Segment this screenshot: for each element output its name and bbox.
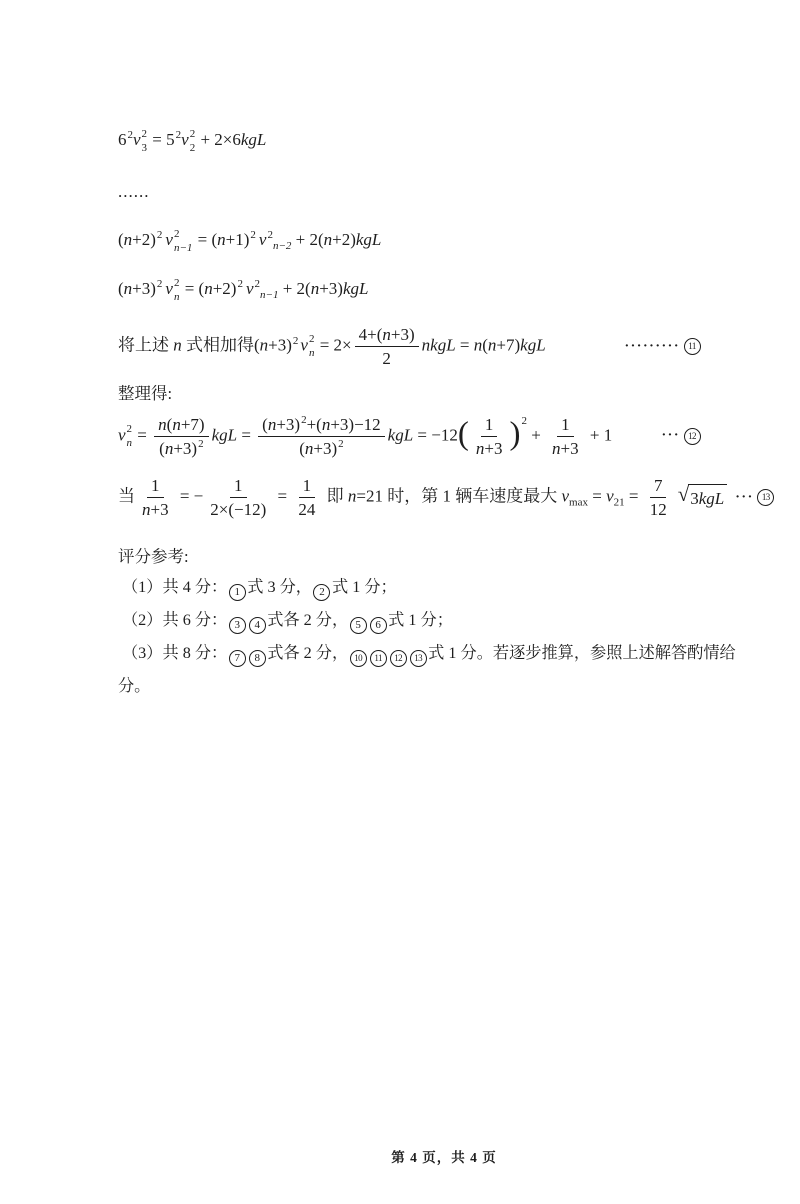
denominator xyxy=(378,347,395,369)
text-run: +3) xyxy=(132,279,156,299)
math-variable: v xyxy=(118,425,126,445)
big-paren: ( xyxy=(457,416,469,453)
subscript: 3 xyxy=(141,141,148,154)
numerator xyxy=(154,414,208,437)
subscript: n xyxy=(308,347,315,360)
math-variable: kgL xyxy=(342,279,369,299)
numerator xyxy=(355,324,419,347)
line-score-1 xyxy=(118,576,702,601)
math-variable: n xyxy=(475,438,485,458)
numerator xyxy=(230,475,247,498)
text-run: + 2( xyxy=(291,230,324,250)
text-run: 1 xyxy=(234,476,243,496)
math-variable: n xyxy=(173,335,182,355)
text-run: = xyxy=(273,486,292,506)
leader-dots: ··· xyxy=(661,428,680,444)
math-variable: n xyxy=(204,279,213,299)
text-run: + 2×6 xyxy=(196,130,241,149)
text-run: = xyxy=(624,486,643,506)
math-variable: v xyxy=(606,486,614,506)
subscript: n−2 xyxy=(272,240,292,253)
superscript: 2 xyxy=(141,127,148,140)
math-variable: v xyxy=(181,130,189,149)
circled-number: 8 xyxy=(249,650,266,667)
line-content xyxy=(118,324,546,370)
text-run: +3 xyxy=(484,438,503,458)
math-variable: kgL xyxy=(240,130,267,149)
text-run: +3 xyxy=(150,500,169,520)
text-run: = xyxy=(455,335,474,355)
denominator xyxy=(548,437,583,459)
text-run: +3) xyxy=(319,279,343,299)
circled-number: 1 xyxy=(229,584,246,601)
superscript: 2 xyxy=(127,129,133,141)
math-variable: n xyxy=(347,486,357,506)
fraction xyxy=(138,475,173,521)
line-content xyxy=(118,180,150,205)
text-run: +3) xyxy=(390,325,415,345)
fraction xyxy=(154,414,208,460)
text-run: = xyxy=(133,425,152,445)
leader-dots: ··· xyxy=(735,489,754,505)
math-variable: n xyxy=(158,414,167,434)
text-run: 式 1 分； xyxy=(331,578,397,597)
math-variable: n xyxy=(310,279,320,299)
math-variable: n xyxy=(123,279,133,299)
text-run: ( xyxy=(159,438,165,458)
math-variable: n xyxy=(321,414,331,434)
math-variable: kgL xyxy=(211,425,238,445)
math-variable: v xyxy=(561,486,570,506)
line-content xyxy=(122,609,453,634)
superscript: 2 xyxy=(267,229,273,242)
superscript: 2 xyxy=(292,334,299,347)
numerator xyxy=(650,475,667,498)
text-run: = ( xyxy=(180,279,205,299)
math-variable: n xyxy=(304,438,314,458)
text-run: + 1 xyxy=(585,425,613,445)
fraction xyxy=(472,414,507,460)
text-run: 即 xyxy=(322,486,348,506)
circled-number: 12 xyxy=(390,650,407,667)
math-variable: v xyxy=(300,335,308,355)
superscript: 2 xyxy=(198,437,204,450)
big-paren: ) xyxy=(509,416,521,453)
text-run: +( xyxy=(306,414,322,434)
math-variable: n xyxy=(172,414,181,434)
circled-number: 11 xyxy=(370,650,387,667)
denominator xyxy=(294,498,319,520)
fraction xyxy=(206,475,270,521)
text-run: = xyxy=(587,486,607,506)
subscript: max xyxy=(569,496,588,509)
line-eq-n2 xyxy=(118,228,702,255)
text-run: ( xyxy=(482,335,488,355)
circled-number: 3 xyxy=(229,617,246,634)
text-run: = − xyxy=(175,486,204,506)
subscript: 2 xyxy=(189,141,196,154)
text-run: + xyxy=(526,425,546,445)
fraction xyxy=(646,475,671,521)
text-run: 式 1 分； xyxy=(388,611,453,630)
text-run: 式相加得( xyxy=(181,335,260,355)
circled-number: 4 xyxy=(249,617,266,634)
text-run: +2) xyxy=(132,230,156,250)
math-variable: kgL xyxy=(355,230,382,250)
line-score-3-cont xyxy=(118,675,702,698)
math-variable: n xyxy=(323,230,333,250)
sup-sub-stack xyxy=(127,424,133,449)
answer-solution-block xyxy=(118,127,770,699)
text-run: +7) xyxy=(180,414,205,434)
superscript: 2 xyxy=(250,229,256,242)
circled-number: 11 xyxy=(684,338,701,355)
text-run: 7 xyxy=(653,476,663,496)
text-run: +3) xyxy=(268,335,292,355)
text-run: 24 xyxy=(298,500,316,520)
math-variable: n xyxy=(142,500,151,520)
line-content xyxy=(118,414,612,460)
superscript: 2 xyxy=(237,278,243,291)
line-eq-sum xyxy=(118,324,702,370)
circled-number: 10 xyxy=(350,650,367,667)
numerator xyxy=(147,475,164,498)
sup-sub-stack xyxy=(174,229,192,254)
square-root xyxy=(677,481,728,512)
text-run: （2）共 6 分： xyxy=(122,611,228,630)
radical-sign: √ xyxy=(677,481,690,506)
circled-number: 13 xyxy=(757,489,774,506)
subscript: n−1 xyxy=(173,241,193,254)
line-content xyxy=(118,128,266,154)
math-variable: n xyxy=(259,335,269,355)
superscript: 2 xyxy=(175,129,182,141)
text-run: ( xyxy=(262,414,268,434)
denominator xyxy=(206,498,270,520)
dotted-leader xyxy=(653,426,702,446)
text-run: = 2× xyxy=(315,335,352,355)
text-run: ( xyxy=(118,230,124,250)
fraction xyxy=(355,324,419,370)
superscript: 2 xyxy=(308,333,315,346)
text-run: 3 xyxy=(690,488,699,508)
text-run: 2×(−12) xyxy=(210,500,267,520)
math-variable: nkgL xyxy=(421,335,456,355)
math-variable: n xyxy=(123,230,133,250)
text-run: +3) xyxy=(173,438,198,458)
math-variable: kgL xyxy=(698,488,725,508)
denominator xyxy=(646,498,671,520)
text-run: 4+( xyxy=(358,325,383,345)
math-variable: v xyxy=(133,130,141,149)
line-content xyxy=(118,382,172,406)
text-run: +3)−12 xyxy=(330,414,381,434)
line-content xyxy=(118,545,189,569)
superscript: 2 xyxy=(126,422,133,435)
text-run: = xyxy=(237,425,256,445)
superscript: 2 xyxy=(173,227,180,240)
subscript: 21 xyxy=(613,496,625,509)
superscript: 2 xyxy=(254,278,261,291)
denominator xyxy=(472,437,507,459)
text-run: 式各 2 分， xyxy=(267,611,349,630)
dotted-leader xyxy=(727,488,776,508)
text-run: 当 xyxy=(118,486,135,506)
subscript: n−1 xyxy=(260,289,279,302)
text-run: +2) xyxy=(332,230,356,250)
superscript: 2 xyxy=(338,437,344,450)
text-run: 评分参考: xyxy=(118,546,189,566)
numerator xyxy=(557,414,574,437)
dotted-leader xyxy=(616,337,702,357)
text-run: +3) xyxy=(276,414,301,434)
text-run: +1) xyxy=(225,230,250,250)
text-run: ( xyxy=(166,414,173,434)
text-run: + 2( xyxy=(278,279,311,299)
line-score-3 xyxy=(118,642,736,667)
superscript: 2 xyxy=(156,229,163,242)
text-run: 1 xyxy=(151,476,160,496)
line-eq-max xyxy=(118,475,770,521)
math-variable: n xyxy=(217,230,226,250)
sup-sub-stack xyxy=(190,129,196,154)
leader-dots: ········· xyxy=(624,338,680,354)
superscript: 2 xyxy=(173,276,180,289)
text-run: ( xyxy=(299,438,305,458)
text-run: ( xyxy=(118,279,124,299)
sup-sub-stack xyxy=(174,278,180,303)
text-run: 1 xyxy=(561,414,570,434)
text-run: 6 xyxy=(118,130,127,149)
text-run: +3 xyxy=(560,438,579,458)
text-run: （1）共 4 分： xyxy=(122,578,228,597)
text-run: 1 xyxy=(484,414,494,434)
math-variable: kgL xyxy=(520,335,546,355)
numerator xyxy=(258,414,385,437)
math-variable: v xyxy=(258,230,267,250)
line-content xyxy=(118,277,368,304)
text-run: 2 xyxy=(382,349,391,369)
circled-number: 12 xyxy=(684,428,701,445)
text-run: 分。 xyxy=(118,677,151,696)
text-run: 式 3 分， xyxy=(247,578,312,597)
sup-sub-stack xyxy=(142,129,148,154)
line-content xyxy=(118,675,150,698)
page-footer: 第 4 页，共 4 页 xyxy=(391,1150,497,1165)
line-score-2 xyxy=(118,609,702,634)
denominator xyxy=(155,437,207,459)
circled-number: 6 xyxy=(370,617,387,634)
fraction xyxy=(294,475,319,521)
line-scoring-title xyxy=(118,545,702,569)
superscript: 2 xyxy=(189,127,196,140)
line-eq-n3 xyxy=(118,277,702,304)
denominator xyxy=(138,498,173,520)
fraction xyxy=(548,414,583,460)
text-run: = ( xyxy=(193,230,218,250)
text-run: =21 时，第 1 辆车速度最大 xyxy=(356,486,562,506)
superscript: 2 xyxy=(301,413,307,426)
circled-number: 5 xyxy=(350,617,367,634)
sup-sub-stack xyxy=(309,334,315,359)
math-variable: n xyxy=(164,438,174,458)
text-run: +3) xyxy=(313,438,338,458)
line-content xyxy=(122,576,397,601)
text-run: +2) xyxy=(212,279,237,299)
text-run: ...... xyxy=(118,181,150,201)
text-run: 式各 2 分， xyxy=(267,644,349,663)
circled-number: 2 xyxy=(313,584,330,601)
math-variable: n xyxy=(382,325,391,345)
text-run: = 5 xyxy=(148,130,175,149)
circled-number: 7 xyxy=(229,650,246,667)
text-run: 1 xyxy=(302,476,312,496)
radicand xyxy=(688,484,727,512)
text-run: +7) xyxy=(496,335,521,355)
math-variable: n xyxy=(267,414,277,434)
circled-number: 13 xyxy=(410,650,427,667)
fraction xyxy=(258,414,385,460)
math-variable: v xyxy=(245,279,254,299)
text-run: 式 1 分。若逐步推算，参照上述解答酌情给 xyxy=(428,644,736,663)
line-content xyxy=(118,475,727,521)
math-variable: n xyxy=(552,438,561,458)
numerator xyxy=(299,475,316,498)
denominator xyxy=(295,437,347,459)
line-eq-v3 xyxy=(118,128,702,154)
line-simplify-label xyxy=(118,382,702,406)
superscript: 2 xyxy=(521,415,527,428)
numerator xyxy=(481,414,498,437)
math-variable: n xyxy=(473,335,483,355)
line-eq-vn xyxy=(118,414,702,460)
text-run: 将上述 xyxy=(118,335,174,355)
math-variable: v xyxy=(165,279,173,299)
subscript: n xyxy=(126,436,133,449)
text-run: 整理得: xyxy=(118,383,173,403)
text-run: 12 xyxy=(649,500,667,520)
superscript: 2 xyxy=(156,278,163,291)
line-content xyxy=(122,642,736,667)
text-run: = −12 xyxy=(413,425,458,445)
text-run: （3）共 8 分： xyxy=(122,644,228,663)
line-content xyxy=(118,228,381,255)
line-ellipsis xyxy=(118,180,702,205)
math-variable: kgL xyxy=(387,425,414,445)
math-variable: n xyxy=(487,335,497,355)
math-variable: v xyxy=(165,230,173,250)
subscript: n xyxy=(173,290,180,303)
